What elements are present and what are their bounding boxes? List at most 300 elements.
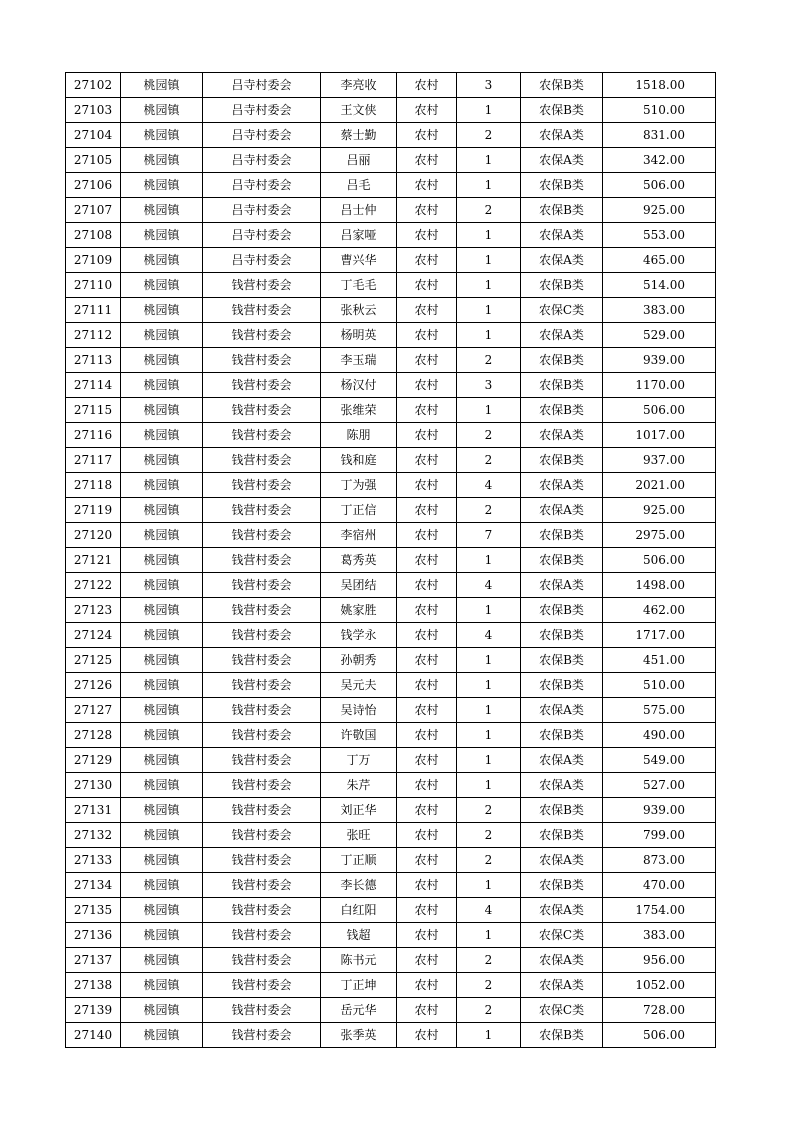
- cell-name: 蔡士勤: [321, 123, 397, 148]
- cell-town: 桃园镇: [121, 248, 203, 273]
- cell-locale: 农村: [397, 673, 457, 698]
- cell-town: 桃园镇: [121, 198, 203, 223]
- cell-count: 4: [457, 473, 521, 498]
- cell-id: 27105: [66, 148, 121, 173]
- cell-count: 1: [457, 323, 521, 348]
- cell-amount: 956.00: [603, 948, 716, 973]
- cell-committee: 钱营村委会: [203, 948, 321, 973]
- cell-id: 27120: [66, 523, 121, 548]
- cell-count: 1: [457, 773, 521, 798]
- cell-count: 4: [457, 573, 521, 598]
- table-row: [66, 473, 716, 498]
- cell-id: 27137: [66, 948, 121, 973]
- cell-locale: 农村: [397, 723, 457, 748]
- cell-committee: 钱营村委会: [203, 898, 321, 923]
- table-row: [66, 998, 716, 1023]
- cell-committee: 钱营村委会: [203, 748, 321, 773]
- cell-category: 农保B类: [521, 548, 603, 573]
- cell-amount: 383.00: [603, 923, 716, 948]
- cell-name: 吕毛: [321, 173, 397, 198]
- cell-committee: 钱营村委会: [203, 998, 321, 1023]
- cell-count: 2: [457, 798, 521, 823]
- cell-committee: 钱营村委会: [203, 648, 321, 673]
- cell-amount: 2975.00: [603, 523, 716, 548]
- table-row: [66, 273, 716, 298]
- cell-count: 3: [457, 373, 521, 398]
- cell-name: 丁正坤: [321, 973, 397, 998]
- cell-category: 农保A类: [521, 248, 603, 273]
- cell-id: 27122: [66, 573, 121, 598]
- cell-count: 2: [457, 198, 521, 223]
- table-row: [66, 498, 716, 523]
- cell-id: 27138: [66, 973, 121, 998]
- cell-committee: 吕寺村委会: [203, 248, 321, 273]
- cell-amount: 1498.00: [603, 573, 716, 598]
- cell-locale: 农村: [397, 98, 457, 123]
- cell-id: 27103: [66, 98, 121, 123]
- cell-locale: 农村: [397, 248, 457, 273]
- cell-name: 钱超: [321, 923, 397, 948]
- cell-locale: 农村: [397, 798, 457, 823]
- cell-category: 农保A类: [521, 223, 603, 248]
- cell-count: 1: [457, 298, 521, 323]
- cell-id: 27124: [66, 623, 121, 648]
- cell-amount: 925.00: [603, 498, 716, 523]
- table-row: [66, 298, 716, 323]
- cell-amount: 1170.00: [603, 373, 716, 398]
- cell-amount: 937.00: [603, 448, 716, 473]
- cell-id: 27117: [66, 448, 121, 473]
- table-row: [66, 973, 716, 998]
- cell-count: 2: [457, 973, 521, 998]
- cell-committee: 钱营村委会: [203, 448, 321, 473]
- cell-category: 农保B类: [521, 523, 603, 548]
- cell-amount: 510.00: [603, 98, 716, 123]
- cell-name: 孙朝秀: [321, 648, 397, 673]
- cell-category: 农保B类: [521, 348, 603, 373]
- cell-id: 27121: [66, 548, 121, 573]
- cell-category: 农保B类: [521, 1023, 603, 1048]
- cell-amount: 451.00: [603, 648, 716, 673]
- cell-name: 白红阳: [321, 898, 397, 923]
- cell-locale: 农村: [397, 173, 457, 198]
- cell-locale: 农村: [397, 973, 457, 998]
- cell-name: 吕丽: [321, 148, 397, 173]
- cell-amount: 925.00: [603, 198, 716, 223]
- cell-committee: 钱营村委会: [203, 773, 321, 798]
- cell-locale: 农村: [397, 823, 457, 848]
- table-row: [66, 823, 716, 848]
- table-row: [66, 598, 716, 623]
- cell-category: 农保B类: [521, 98, 603, 123]
- cell-name: 杨汉付: [321, 373, 397, 398]
- cell-category: 农保B类: [521, 273, 603, 298]
- table-row: [66, 398, 716, 423]
- cell-count: 2: [457, 998, 521, 1023]
- cell-committee: 钱营村委会: [203, 548, 321, 573]
- cell-category: 农保B类: [521, 648, 603, 673]
- cell-count: 2: [457, 123, 521, 148]
- cell-locale: 农村: [397, 148, 457, 173]
- cell-name: 许敬国: [321, 723, 397, 748]
- cell-category: 农保B类: [521, 873, 603, 898]
- cell-town: 桃园镇: [121, 948, 203, 973]
- table-row: [66, 198, 716, 223]
- cell-name: 李玉瑞: [321, 348, 397, 373]
- cell-category: 农保A类: [521, 423, 603, 448]
- cell-name: 钱和庭: [321, 448, 397, 473]
- cell-category: 农保C类: [521, 923, 603, 948]
- cell-category: 农保B类: [521, 198, 603, 223]
- cell-count: 2: [457, 448, 521, 473]
- cell-amount: 527.00: [603, 773, 716, 798]
- table-row: [66, 448, 716, 473]
- table-row: [66, 648, 716, 673]
- cell-committee: 钱营村委会: [203, 423, 321, 448]
- cell-category: 农保A类: [521, 748, 603, 773]
- cell-amount: 342.00: [603, 148, 716, 173]
- cell-town: 桃园镇: [121, 373, 203, 398]
- cell-count: 2: [457, 948, 521, 973]
- cell-town: 桃园镇: [121, 423, 203, 448]
- table-body: [66, 73, 716, 1048]
- cell-town: 桃园镇: [121, 723, 203, 748]
- cell-id: 27126: [66, 673, 121, 698]
- cell-locale: 农村: [397, 198, 457, 223]
- cell-amount: 1754.00: [603, 898, 716, 923]
- cell-name: 王文侠: [321, 98, 397, 123]
- table-row: [66, 623, 716, 648]
- cell-town: 桃园镇: [121, 598, 203, 623]
- cell-amount: 490.00: [603, 723, 716, 748]
- cell-count: 1: [457, 248, 521, 273]
- cell-name: 张季英: [321, 1023, 397, 1048]
- cell-amount: 506.00: [603, 398, 716, 423]
- cell-id: 27106: [66, 173, 121, 198]
- cell-id: 27128: [66, 723, 121, 748]
- cell-locale: 农村: [397, 448, 457, 473]
- cell-id: 27113: [66, 348, 121, 373]
- cell-amount: 575.00: [603, 698, 716, 723]
- cell-town: 桃园镇: [121, 648, 203, 673]
- cell-committee: 吕寺村委会: [203, 148, 321, 173]
- table-row: [66, 248, 716, 273]
- cell-count: 4: [457, 623, 521, 648]
- cell-town: 桃园镇: [121, 848, 203, 873]
- table-row: [66, 848, 716, 873]
- cell-locale: 农村: [397, 623, 457, 648]
- table-row: [66, 348, 716, 373]
- cell-count: 2: [457, 823, 521, 848]
- cell-locale: 农村: [397, 748, 457, 773]
- cell-count: 1: [457, 673, 521, 698]
- cell-name: 丁毛毛: [321, 273, 397, 298]
- cell-category: 农保A类: [521, 973, 603, 998]
- cell-locale: 农村: [397, 773, 457, 798]
- cell-locale: 农村: [397, 523, 457, 548]
- cell-amount: 1717.00: [603, 623, 716, 648]
- cell-amount: 506.00: [603, 173, 716, 198]
- cell-name: 李宿州: [321, 523, 397, 548]
- cell-locale: 农村: [397, 323, 457, 348]
- cell-id: 27135: [66, 898, 121, 923]
- cell-id: 27108: [66, 223, 121, 248]
- cell-locale: 农村: [397, 848, 457, 873]
- cell-locale: 农村: [397, 498, 457, 523]
- cell-count: 2: [457, 848, 521, 873]
- cell-name: 张秋云: [321, 298, 397, 323]
- cell-committee: 钱营村委会: [203, 673, 321, 698]
- cell-amount: 939.00: [603, 798, 716, 823]
- cell-category: 农保A类: [521, 898, 603, 923]
- cell-town: 桃园镇: [121, 323, 203, 348]
- cell-count: 1: [457, 398, 521, 423]
- cell-id: 27140: [66, 1023, 121, 1048]
- cell-committee: 钱营村委会: [203, 573, 321, 598]
- cell-name: 吴元夫: [321, 673, 397, 698]
- cell-locale: 农村: [397, 298, 457, 323]
- cell-category: 农保A类: [521, 148, 603, 173]
- table-row: [66, 773, 716, 798]
- cell-town: 桃园镇: [121, 1023, 203, 1048]
- cell-id: 27136: [66, 923, 121, 948]
- table-row: [66, 123, 716, 148]
- cell-name: 葛秀英: [321, 548, 397, 573]
- cell-category: 农保B类: [521, 598, 603, 623]
- cell-committee: 吕寺村委会: [203, 173, 321, 198]
- cell-count: 2: [457, 348, 521, 373]
- cell-committee: 钱营村委会: [203, 723, 321, 748]
- cell-name: 陈书元: [321, 948, 397, 973]
- cell-town: 桃园镇: [121, 898, 203, 923]
- table-row: [66, 223, 716, 248]
- cell-id: 27114: [66, 373, 121, 398]
- table-row: [66, 98, 716, 123]
- cell-town: 桃园镇: [121, 548, 203, 573]
- cell-committee: 钱营村委会: [203, 473, 321, 498]
- cell-town: 桃园镇: [121, 273, 203, 298]
- cell-name: 姚家胜: [321, 598, 397, 623]
- cell-amount: 1017.00: [603, 423, 716, 448]
- cell-category: 农保B类: [521, 623, 603, 648]
- table-row: [66, 748, 716, 773]
- cell-name: 李长德: [321, 873, 397, 898]
- cell-amount: 383.00: [603, 298, 716, 323]
- cell-category: 农保B类: [521, 448, 603, 473]
- cell-category: 农保A类: [521, 123, 603, 148]
- cell-count: 1: [457, 873, 521, 898]
- cell-count: 1: [457, 148, 521, 173]
- cell-amount: 939.00: [603, 348, 716, 373]
- cell-town: 桃园镇: [121, 923, 203, 948]
- cell-category: 农保B类: [521, 398, 603, 423]
- cell-category: 农保A类: [521, 473, 603, 498]
- cell-amount: 462.00: [603, 598, 716, 623]
- cell-name: 刘正华: [321, 798, 397, 823]
- cell-town: 桃园镇: [121, 123, 203, 148]
- cell-committee: 钱营村委会: [203, 1023, 321, 1048]
- cell-locale: 农村: [397, 598, 457, 623]
- table-row: [66, 548, 716, 573]
- cell-town: 桃园镇: [121, 498, 203, 523]
- cell-town: 桃园镇: [121, 798, 203, 823]
- cell-count: 1: [457, 223, 521, 248]
- cell-amount: 506.00: [603, 548, 716, 573]
- cell-committee: 钱营村委会: [203, 798, 321, 823]
- cell-committee: 钱营村委会: [203, 498, 321, 523]
- cell-name: 岳元华: [321, 998, 397, 1023]
- cell-count: 1: [457, 648, 521, 673]
- cell-count: 2: [457, 498, 521, 523]
- table-row: [66, 948, 716, 973]
- cell-town: 桃园镇: [121, 873, 203, 898]
- cell-amount: 728.00: [603, 998, 716, 1023]
- cell-committee: 吕寺村委会: [203, 73, 321, 98]
- cell-id: 27118: [66, 473, 121, 498]
- cell-committee: 钱营村委会: [203, 598, 321, 623]
- cell-id: 27127: [66, 698, 121, 723]
- table-row: [66, 698, 716, 723]
- cell-town: 桃园镇: [121, 148, 203, 173]
- cell-id: 27125: [66, 648, 121, 673]
- cell-amount: 465.00: [603, 248, 716, 273]
- cell-committee: 吕寺村委会: [203, 198, 321, 223]
- cell-town: 桃园镇: [121, 298, 203, 323]
- cell-town: 桃园镇: [121, 348, 203, 373]
- table-row: [66, 723, 716, 748]
- cell-category: 农保A类: [521, 773, 603, 798]
- cell-locale: 农村: [397, 648, 457, 673]
- cell-count: 3: [457, 73, 521, 98]
- cell-locale: 农村: [397, 898, 457, 923]
- cell-locale: 农村: [397, 373, 457, 398]
- cell-town: 桃园镇: [121, 748, 203, 773]
- cell-amount: 831.00: [603, 123, 716, 148]
- table-row: [66, 1023, 716, 1048]
- table-row: [66, 148, 716, 173]
- cell-amount: 2021.00: [603, 473, 716, 498]
- cell-count: 4: [457, 898, 521, 923]
- cell-category: 农保A类: [521, 323, 603, 348]
- cell-committee: 钱营村委会: [203, 823, 321, 848]
- cell-category: 农保B类: [521, 798, 603, 823]
- cell-committee: 吕寺村委会: [203, 123, 321, 148]
- cell-town: 桃园镇: [121, 773, 203, 798]
- cell-locale: 农村: [397, 698, 457, 723]
- cell-count: 1: [457, 723, 521, 748]
- cell-town: 桃园镇: [121, 473, 203, 498]
- cell-category: 农保C类: [521, 298, 603, 323]
- cell-amount: 873.00: [603, 848, 716, 873]
- cell-name: 吴诗怡: [321, 698, 397, 723]
- cell-town: 桃园镇: [121, 973, 203, 998]
- cell-locale: 农村: [397, 423, 457, 448]
- cell-committee: 钱营村委会: [203, 298, 321, 323]
- cell-id: 27116: [66, 423, 121, 448]
- cell-name: 张旺: [321, 823, 397, 848]
- cell-name: 李亮收: [321, 73, 397, 98]
- cell-town: 桃园镇: [121, 573, 203, 598]
- cell-town: 桃园镇: [121, 623, 203, 648]
- cell-id: 27109: [66, 248, 121, 273]
- cell-name: 杨明英: [321, 323, 397, 348]
- table-row: [66, 323, 716, 348]
- cell-committee: 吕寺村委会: [203, 223, 321, 248]
- cell-id: 27129: [66, 748, 121, 773]
- cell-name: 陈朋: [321, 423, 397, 448]
- cell-committee: 钱营村委会: [203, 973, 321, 998]
- cell-amount: 549.00: [603, 748, 716, 773]
- cell-locale: 农村: [397, 473, 457, 498]
- cell-id: 27111: [66, 298, 121, 323]
- subsidy-table: [65, 72, 716, 1048]
- cell-id: 27107: [66, 198, 121, 223]
- cell-id: 27110: [66, 273, 121, 298]
- table-row: [66, 923, 716, 948]
- cell-id: 27130: [66, 773, 121, 798]
- cell-count: 7: [457, 523, 521, 548]
- cell-locale: 农村: [397, 73, 457, 98]
- cell-amount: 510.00: [603, 673, 716, 698]
- cell-count: 1: [457, 598, 521, 623]
- cell-count: 1: [457, 173, 521, 198]
- table-row: [66, 373, 716, 398]
- cell-name: 朱芹: [321, 773, 397, 798]
- cell-amount: 553.00: [603, 223, 716, 248]
- cell-town: 桃园镇: [121, 173, 203, 198]
- cell-locale: 农村: [397, 948, 457, 973]
- cell-count: 1: [457, 98, 521, 123]
- table-row: [66, 798, 716, 823]
- cell-committee: 钱营村委会: [203, 848, 321, 873]
- cell-amount: 1518.00: [603, 73, 716, 98]
- cell-id: 27132: [66, 823, 121, 848]
- cell-count: 1: [457, 548, 521, 573]
- cell-committee: 钱营村委会: [203, 398, 321, 423]
- cell-category: 农保A类: [521, 498, 603, 523]
- cell-town: 桃园镇: [121, 223, 203, 248]
- cell-town: 桃园镇: [121, 398, 203, 423]
- table-row: [66, 673, 716, 698]
- cell-category: 农保A类: [521, 573, 603, 598]
- cell-locale: 农村: [397, 548, 457, 573]
- cell-town: 桃园镇: [121, 998, 203, 1023]
- cell-committee: 钱营村委会: [203, 873, 321, 898]
- cell-id: 27139: [66, 998, 121, 1023]
- cell-id: 27133: [66, 848, 121, 873]
- table-row: [66, 873, 716, 898]
- cell-id: 27134: [66, 873, 121, 898]
- cell-id: 27115: [66, 398, 121, 423]
- cell-name: 张维荣: [321, 398, 397, 423]
- cell-name: 丁正信: [321, 498, 397, 523]
- cell-town: 桃园镇: [121, 698, 203, 723]
- cell-town: 桃园镇: [121, 673, 203, 698]
- cell-committee: 吕寺村委会: [203, 98, 321, 123]
- cell-id: 27119: [66, 498, 121, 523]
- cell-name: 丁万: [321, 748, 397, 773]
- cell-id: 27131: [66, 798, 121, 823]
- cell-town: 桃园镇: [121, 823, 203, 848]
- cell-name: 丁正顺: [321, 848, 397, 873]
- cell-locale: 农村: [397, 223, 457, 248]
- cell-locale: 农村: [397, 273, 457, 298]
- table-row: [66, 173, 716, 198]
- cell-locale: 农村: [397, 123, 457, 148]
- cell-id: 27102: [66, 73, 121, 98]
- cell-amount: 529.00: [603, 323, 716, 348]
- cell-locale: 农村: [397, 873, 457, 898]
